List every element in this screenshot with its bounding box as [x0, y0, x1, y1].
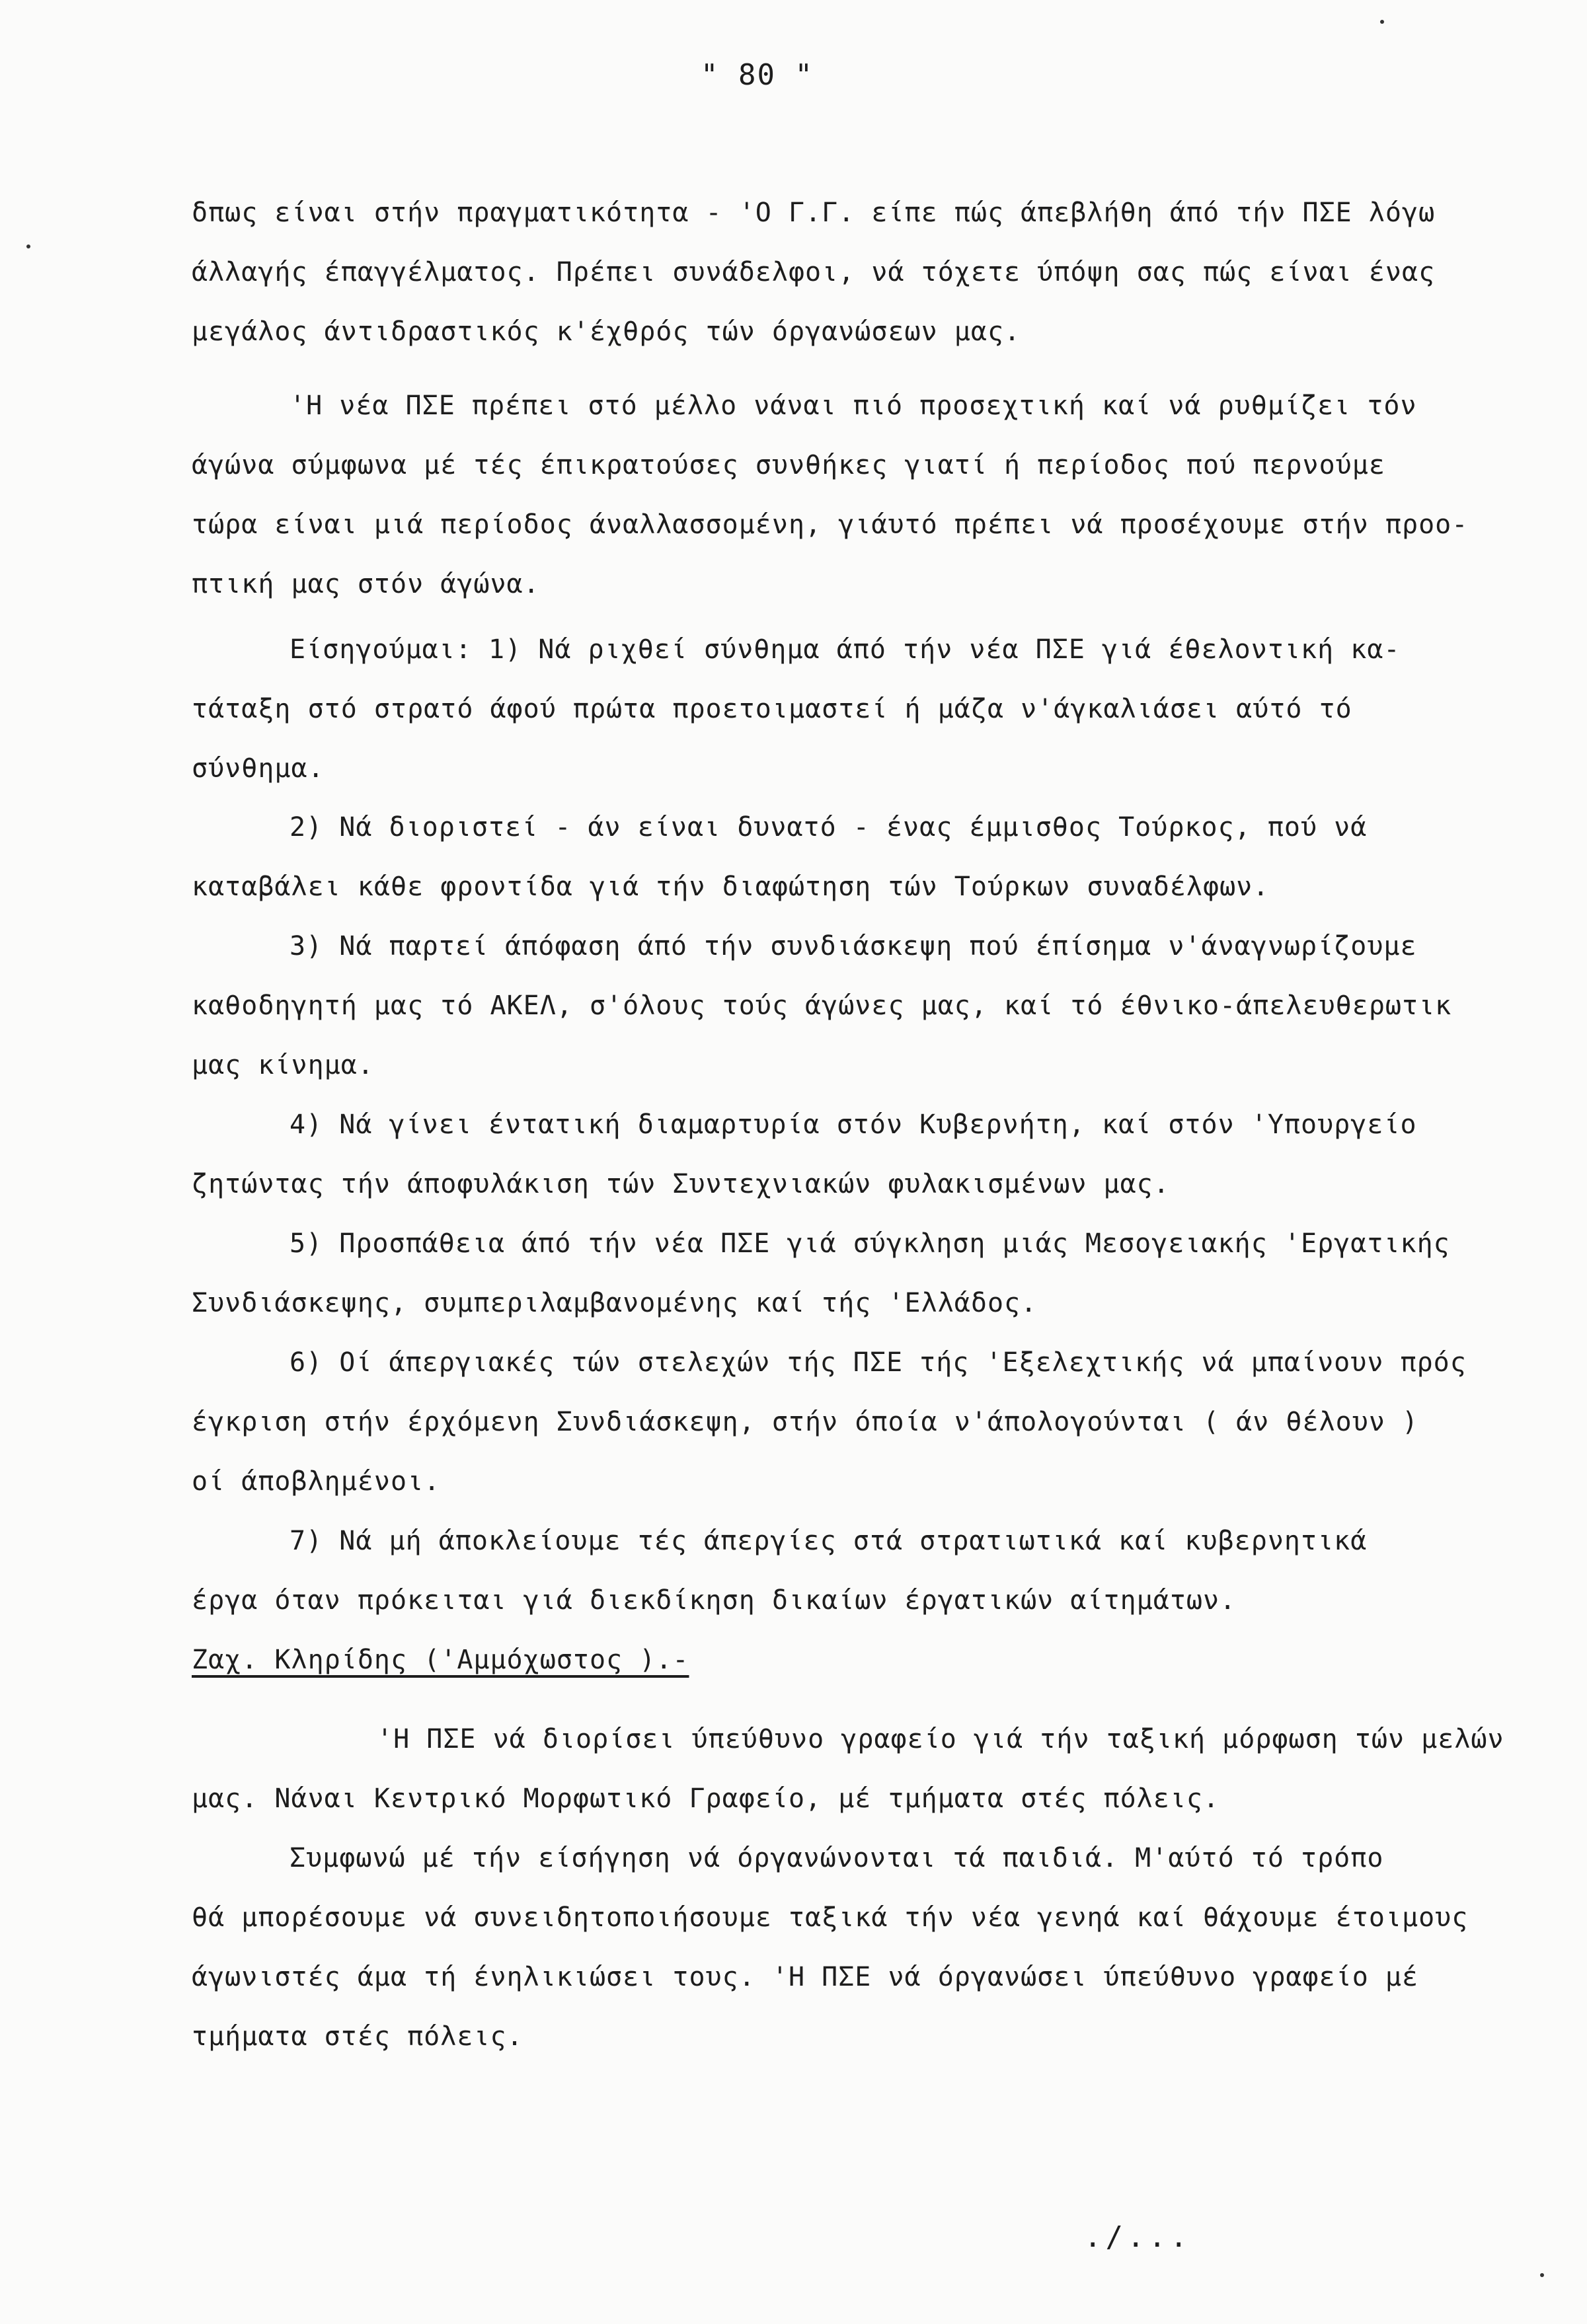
text-line: άγωνιστές άμα τή ένηλικιώσει τους. 'Η ΠΣΕ νά όργανώσει ύπεύθυνο γραφείο μέ [192, 1962, 1419, 1992]
text-line: μας κίνημα. [192, 1050, 374, 1080]
text-line: 2) Νά διοριστεί - άν είναι δυνατό - ένας έμμισθος Τούρκος, πού νά [290, 812, 1368, 843]
text-line: Συνδιάσκεψης, συμπεριλαμβανομένης καί τής 'Ελλάδος. [192, 1288, 1038, 1318]
text-line: έγκριση στήν έρχόμενη Συνδιάσκεψη, στήν όποία ν'άπολογούνται ( άν θέλουν ) [192, 1407, 1419, 1437]
text-line: 'Η ΠΣΕ νά διορίσει ύπεύθυνο γραφείο γιά τήν ταξική μόρφωση τών μελών [377, 1724, 1504, 1754]
text-line: πτική μας στόν άγώνα. [192, 569, 540, 599]
text-line: δπως είναι στήν πραγματικότητα - 'Ο Γ.Γ. είπε πώς άπεβλήθη άπό τήν ΠΣΕ λόγω [192, 198, 1436, 228]
text-line: άγώνα σύμφωνα μέ τές έπικρατούσες συνθήκες γιατί ή περίοδος πού περνούμε [192, 450, 1385, 480]
text-line: ζητώντας τήν άποφυλάκιση τών Συντεχνιακών φυλακισμένων μας. [192, 1169, 1170, 1199]
text-line: οί άποβλημένοι. [192, 1466, 441, 1497]
text-line: μας. Νάναι Κεντρικό Μορφωτικό Γραφείο, μέ τμήματα στές πόλεις. [192, 1783, 1220, 1814]
text-line: καταβάλει κάθε φροντίδα γιά τήν διαφώτηση τών Τούρκων συναδέλφων. [192, 872, 1270, 902]
text-line: καθοδηγητή μας τό ΑΚΕΛ, σ'όλους τούς άγώνες μας, καί τό έθνικο-άπελευθερωτικ [192, 991, 1452, 1021]
text-line: τμήματα στές πόλεις. [192, 2021, 523, 2052]
text-line: 7) Νά μή άποκλείουμε τές άπεργίες στά στρατιωτικά καί κυβερνητικά [290, 1526, 1368, 1556]
text-line: μεγάλος άντιδραστικός κ'έχθρός τών όργανώσεων μας. [192, 317, 1021, 347]
scan-speck [1540, 2273, 1544, 2277]
speaker-heading: Ζαχ. Κληρίδης ('Αμμόχωστος ).- [192, 1645, 689, 1675]
text-line: 3) Νά παρτεί άπόφαση άπό τήν συνδιάσκεψη πού έπίσημα ν'άναγνωρίζουμε [290, 931, 1417, 961]
text-line: τάταξη στό στρατό άφού πρώτα προετοιμαστεί ή μάζα ν'άγκαλιάσει αύτό τό [192, 694, 1352, 724]
text-line: άλλαγής έπαγγέλματος. Πρέπει συνάδελφοι, νά τόχετε ύπόψη σας πώς είναι ένας [192, 257, 1436, 287]
text-line: σύνθημα. [192, 753, 325, 784]
text-line: έργα όταν πρόκειται γιά διεκδίκηση δικαίων έργατικών αίτημάτων. [192, 1585, 1237, 1616]
text-line: τώρα είναι μιά περίοδος άναλλασσομένη, γιάυτό πρέπει νά προσέχουμε στήν προο- [192, 509, 1469, 540]
continuation-mark: ./... [1084, 2220, 1192, 2254]
text-line: 4) Νά γίνει έντατική διαμαρτυρία στόν Κυβερνήτη, καί στόν 'Υπουργείο [290, 1109, 1417, 1140]
page-number: " 80 " [701, 58, 814, 92]
text-line: 'Η νέα ΠΣΕ πρέπει στό μέλλο νάναι πιό προσεχτική καί νά ρυθμίζει τόν [290, 391, 1417, 421]
text-line: 5) Προσπάθεια άπό τήν νέα ΠΣΕ γιά σύγκληση μιάς Μεσογειακής 'Εργατικής [290, 1228, 1450, 1259]
text-line: Συμφωνώ μέ τήν είσήγηση νά όργανώνονται τά παιδιά. Μ'αύτό τό τρόπο [290, 1843, 1384, 1873]
text-line: θά μπορέσουμε νά συνειδητοποιήσουμε ταξικά τήν νέα γενηά καί θάχουμε έτοιμους [192, 1902, 1469, 1933]
scan-speck [26, 244, 30, 248]
text-line: 6) Οί άπεργιακές τών στελεχών τής ΠΣΕ τής 'Εξελεχτικής νά μπαίνουν πρός [290, 1347, 1467, 1378]
scan-speck [1380, 20, 1384, 24]
text-line: Είσηγούμαι: 1) Νά ριχθεί σύνθημα άπό τήν νέα ΠΣΕ γιά έθελοντική κα- [290, 634, 1401, 665]
